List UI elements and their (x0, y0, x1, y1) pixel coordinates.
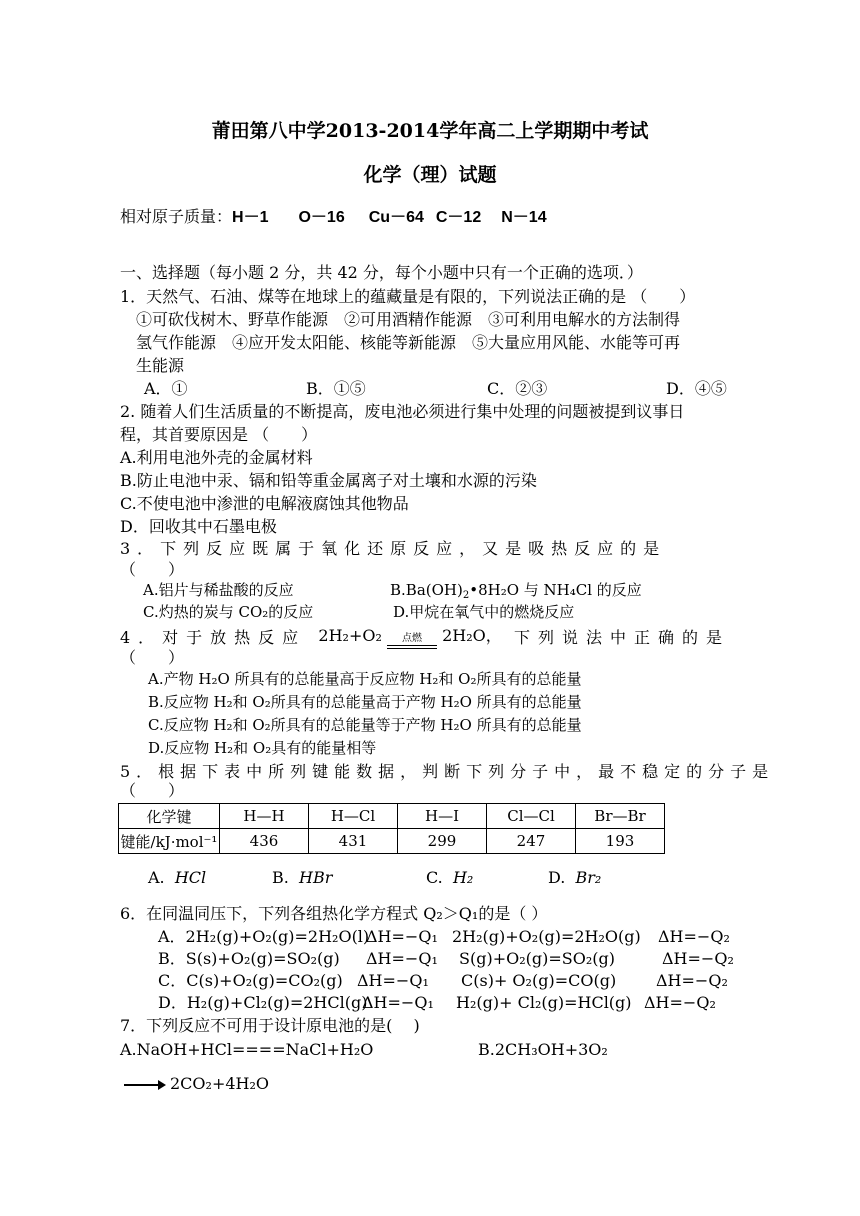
atomic-mass-o: O－16 (298, 209, 345, 226)
table-header-cell: 化学键 (119, 804, 220, 829)
q2-option-a: A.利用电池外壳的金属材料 (120, 448, 313, 467)
q6-stem: 6．在同温同压下，下列各组热化学方程式 Q₂＞Q₁的是（ ） (120, 904, 548, 923)
table-row-label: 键能/kJ·mol⁻¹ (119, 829, 220, 854)
q6-a-dh2: ΔH=−Q₂ (658, 927, 730, 946)
q4-eq-condition: 点燃 (401, 633, 422, 644)
q2-stem-1: 2. 随着人们生活质量的不断提高，废电池必须进行集中处理的问题被提到议事日 (120, 402, 685, 421)
q6-a-dh1: ΔH=−Q₁ (366, 927, 438, 946)
table-cell: 299 (398, 829, 487, 854)
page-title: 莆田第八中学2013-2014学年高二上学期期中考试 (211, 120, 649, 142)
atomic-mass-n: N－14 (501, 209, 547, 226)
q2-option-b: B.防止电池中汞、镉和铅等重金属离子对土壤和水源的污染 (120, 471, 537, 490)
q6-b-eq2: S(g)+O₂(g)=SO₂(g) (459, 949, 615, 968)
q5-option-a (148, 867, 206, 889)
reaction-arrow-icon (124, 1084, 164, 1086)
q5-option-d (548, 867, 601, 889)
q1-line3: 氢气作能源 ④应开发太阳能、核能等新能源 ⑤大量应用风能、水能等可再 (136, 333, 681, 352)
q4-option-b: B.反应物 H₂和 O₂所具有的总能量高于产物 H₂O 所具有的总能量 (148, 693, 582, 711)
q4-stem-pre: 4．对于放热反应 (120, 628, 307, 647)
q3-option-b: $B.Ba(OH)_2•8H_2O$ 与 NH₄Cl 的反应 (390, 581, 642, 601)
q6-a-eq1: A．2H₂(g)+O₂(g)=2H₂O(l) (158, 927, 370, 946)
q1-stem: 1．天然气、石油、煤等在地球上的蕴藏量是有限的，下列说法正确的是 （ ） (120, 287, 696, 306)
q3-stem: 3．下列反应既属于氧化还原反应，又是吸热反应的是 (120, 539, 667, 558)
table-header-cell: H—I (398, 804, 487, 829)
q7-option-b-cont (124, 1073, 269, 1095)
q5-option-d-value: Br₂ (575, 868, 602, 887)
q5-option-c-value: H₂ (452, 868, 474, 887)
q1-option-a: A．① (144, 379, 188, 398)
table-cell: 436 (220, 829, 309, 854)
q2-option-d: D．回收其中石墨电极 (120, 517, 277, 536)
q4-equation (318, 625, 501, 649)
q2-option-c: C.不使电池中渗泄的电解液腐蚀其他物品 (120, 494, 409, 513)
q3-option-d: D.甲烷在氧气中的燃烧反应 (393, 603, 575, 621)
atomic-mass-cu: Cu－64 (368, 209, 424, 226)
q5-stem: 5．根据下表中所列键能数据，判断下列分子中，最不稳定的分子是 (120, 762, 775, 781)
table-header-cell: Cl—Cl (487, 804, 576, 829)
q1-line4: 生能源 (136, 356, 185, 375)
atomic-mass-line (120, 206, 547, 229)
q7-option-a: A.NaOH+HCl====NaCl+H₂O (120, 1040, 374, 1059)
q6-a-eq2: 2H₂(g)+O₂(g)=2H₂O(g) (452, 927, 641, 946)
q4-option-d: D.反应物 H₂和 O₂具有的能量相等 (148, 739, 377, 757)
q6-c-eq1: C．C(s)+O₂(g)=CO₂(g) (158, 971, 343, 990)
q5-option-a-value: HCl (174, 868, 207, 887)
table-header-cell: H—H (220, 804, 309, 829)
bond-energy-table (118, 803, 665, 854)
q7-stem: 7．下列反应不可用于设计原电池的是( ) (120, 1016, 420, 1035)
q6-b-eq1: B．S(s)+O₂(g)=SO₂(g) (158, 949, 340, 968)
q5-option-c (426, 867, 473, 889)
q1-option-d: D．④⑤ (666, 379, 727, 398)
q4-eq-right: 2H₂O， (442, 626, 502, 645)
q4-stem-line (120, 625, 730, 649)
q5-option-c-letter: C. (426, 868, 443, 887)
q3-option-b-pre: B.Ba(OH) (390, 581, 463, 599)
q1-option-c: C．②③ (487, 379, 548, 398)
q5-option-a-letter: A. (148, 868, 165, 887)
q5-paren: （ ） (120, 781, 185, 800)
q6-d-dh2: ΔH=−Q₂ (644, 993, 716, 1012)
atomic-mass-h: H－1 (232, 209, 269, 226)
q5-option-b (272, 867, 332, 889)
q3-option-b-post: •8H₂O 与 NH₄Cl 的反应 (469, 581, 642, 599)
q6-d-eq2: H₂(g)+ Cl₂(g)=HCl(g) (456, 993, 632, 1012)
q6-c-dh2: ΔH=−Q₂ (656, 971, 728, 990)
q6-c-eq2: C(s)+ O₂(g)=CO(g) (461, 971, 617, 990)
table-cell: 193 (576, 829, 665, 854)
table-header-cell: Br—Br (576, 804, 665, 829)
q6-b-dh1: ΔH=−Q₁ (366, 949, 438, 968)
q2-stem-2: 程，其首要原因是 （ ） (120, 425, 318, 444)
q4-eq-arrow (387, 634, 437, 649)
q6-d-dh1: ΔH=−Q₁ (362, 993, 434, 1012)
table-header-cell: H—Cl (309, 804, 398, 829)
q4-option-a: A.产物 H₂O 所具有的总能量高于反应物 H₂和 O₂所具有的总能量 (148, 670, 582, 688)
q3-option-c: C.灼热的炭与 CO₂的反应 (143, 603, 314, 621)
q1-option-b: B．①⑤ (306, 379, 366, 398)
q6-c-dh1: ΔH=−Q₁ (357, 971, 429, 990)
table-row (119, 829, 665, 854)
q4-stem-post: 下列说法中正确的是 (513, 628, 730, 647)
table-header-row (119, 804, 665, 829)
q4-eq-left: 2H₂+O₂ (318, 626, 382, 645)
table-cell: 431 (309, 829, 398, 854)
table-cell: 247 (487, 829, 576, 854)
q3-option-a: A.铝片与稀盐酸的反应 (143, 581, 294, 599)
q6-b-dh2: ΔH=−Q₂ (662, 949, 734, 968)
section-header: 一、选择题（每小题 2 分，共 42 分，每个小题中只有一个正确的选项．） (120, 263, 643, 282)
q5-option-b-letter: B. (272, 868, 289, 887)
q7-option-b-product: 2CO₂+4H₂O (170, 1074, 270, 1093)
q4-option-c: C.反应物 H₂和 O₂所具有的总能量等于产物 H₂O 所具有的总能量 (148, 716, 582, 734)
q7-option-b: B.2CH₃OH+3O₂ (478, 1040, 608, 1059)
q4-paren: （ ） (120, 648, 185, 667)
q6-d-eq1: D．H₂(g)+Cl₂(g)=2HCl(g) (158, 993, 368, 1012)
atomic-mass-label: 相对原子质量： (120, 207, 233, 226)
page-subtitle: 化学（理）试题 (363, 164, 497, 186)
q5-option-d-letter: D. (548, 868, 566, 887)
q3-paren: （ ） (120, 560, 185, 579)
atomic-mass-c: C－12 (435, 209, 482, 226)
q5-option-b-value: HBr (299, 868, 333, 887)
q1-line2: ①可砍伐树木、野草作能源 ②可用酒精作能源 ③可利用电解水的方法制得 (136, 310, 681, 329)
